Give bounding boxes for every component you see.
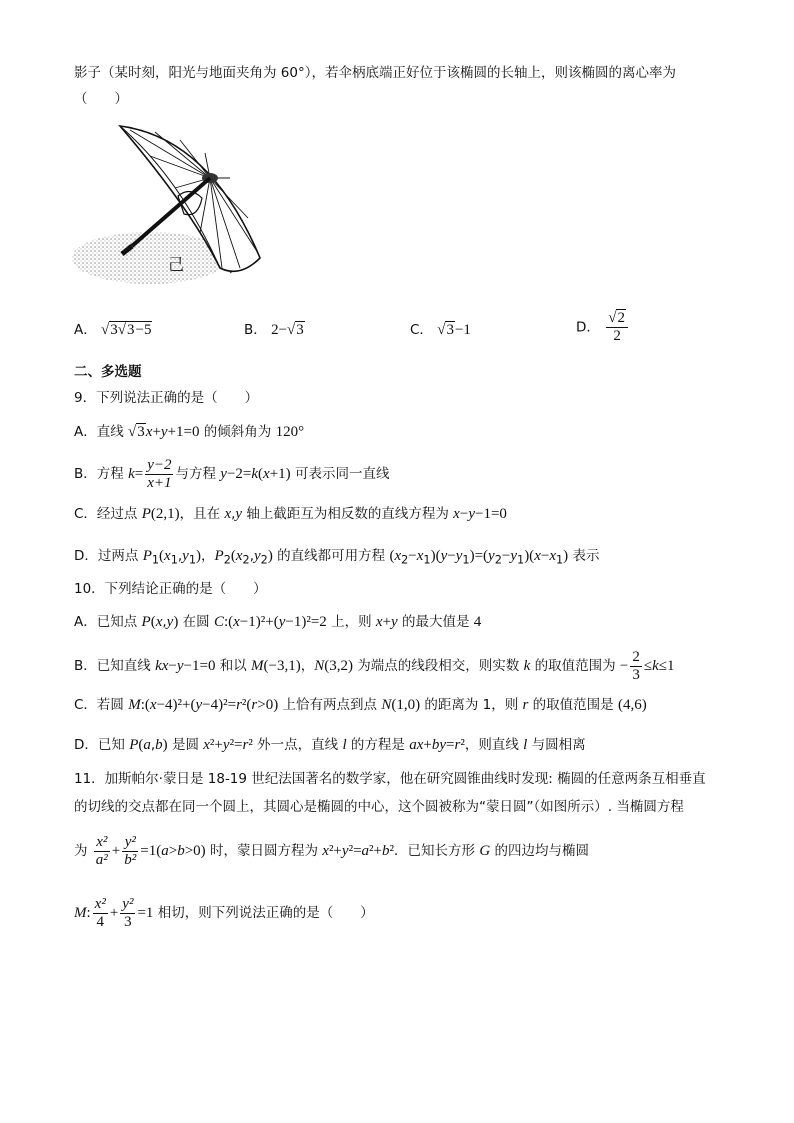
q8-paren: （ ）	[74, 91, 128, 107]
q9-option-a[interactable]: A．直线 √3x+y+1=0 的倾斜角为 120°	[74, 424, 305, 440]
q10-option-d[interactable]: D．已知 P(a,b) 是圆 x²+y²=r² 外一点，直线 l 的方程是 ax+by=r²，则直线 l 与圆相离	[74, 737, 586, 753]
q9-option-c[interactable]: C．经过点 P(2,1)，且在 x,y 轴上截距互为相反数的直线方程为 x−y−1=0	[74, 506, 507, 522]
q11-line2: 的切线的交点都在同一个圆上，其圆心是椭圆的中心，这个圆被称为“蒙日圆”（如图所示）. 当椭圆方程	[74, 799, 684, 815]
q11-line4: M: $\frac{\text{x²}}{4}$ + $\frac{\text{y²}}{3}$ =1 相切，则下列说法正确的是（ ）	[74, 895, 374, 930]
q8-option-c[interactable]: C． √3−1	[410, 322, 471, 338]
q9-option-d[interactable]: D．过两点 $P_1(x_1,y_1)$，$P_2(x_2,y_2)$ 的直线都可用方程 $(x_2-x_1)(y-y_1)=(y_2-y_1)(x-x_1)$ 表示	[74, 548, 600, 567]
q10-stem: 10．下列结论正确的是（ ）	[74, 581, 267, 597]
section-title: 二、多选题	[74, 364, 142, 380]
q10-option-b[interactable]: B．已知直线 kx−y−1=0 和以 M(−3,1)，N(3,2) 为端点的线段相交，则实数 k 的取值范围为 − $\frac{2}{3}$ ≤k≤1	[74, 648, 675, 683]
q9-stem: 9．下列说法正确的是（ ）	[74, 390, 259, 406]
q8-option-b[interactable]: B． 2−√3	[244, 322, 304, 338]
q10-option-a[interactable]: A．已知点 P(x,y) 在圆 C:(x−1)²+(y−1)²=2 上，则 x+y 的最大值是 4	[74, 614, 482, 630]
svg-text:己: 己	[168, 255, 185, 274]
q8-stem-text: 影子（某时刻，阳光与地面夹角为 60°），若伞柄底端正好位于该椭圆的长轴上，则该椭圆的离心率为	[74, 65, 676, 81]
q10-option-c[interactable]: C．若圆 M:(x−4)²+(y−4)²=r²(r>0) 上恰有两点到点 N(1,0) 的距离为 1，则 r 的取值范围是 (4,6)	[74, 697, 647, 713]
umbrella-figure	[70, 118, 270, 288]
q8-option-d[interactable]: D． $\frac{√2}{2}$	[576, 310, 630, 345]
q8-stem-continuation	[74, 63, 676, 83]
q9-option-b[interactable]: B．方程 k= $\frac{y-2}{x+1}$ 与方程 y−2=k(x+1) 可表示同一直线	[74, 456, 390, 491]
q8-option-a-formula: √3√3−5	[101, 322, 152, 338]
q11-line3: 为 $\frac{\text{x²}}{\text{a²}}$ + $\frac{\text{y²}}{\text{b²}}$ =1(a>b>0) 时，蒙日圆方程为 x²+y²=a²+b²．已知长方形 G 的四边均与椭圆	[74, 833, 589, 868]
q11-line1: 11．加斯帕尔·蒙日是 18-19 世纪法国著名的数学家，他在研究圆锥曲线时发现: 椭圆的任意两条互相垂直	[74, 771, 706, 787]
q8-option-a[interactable]: A． √3√3−5	[74, 322, 152, 338]
